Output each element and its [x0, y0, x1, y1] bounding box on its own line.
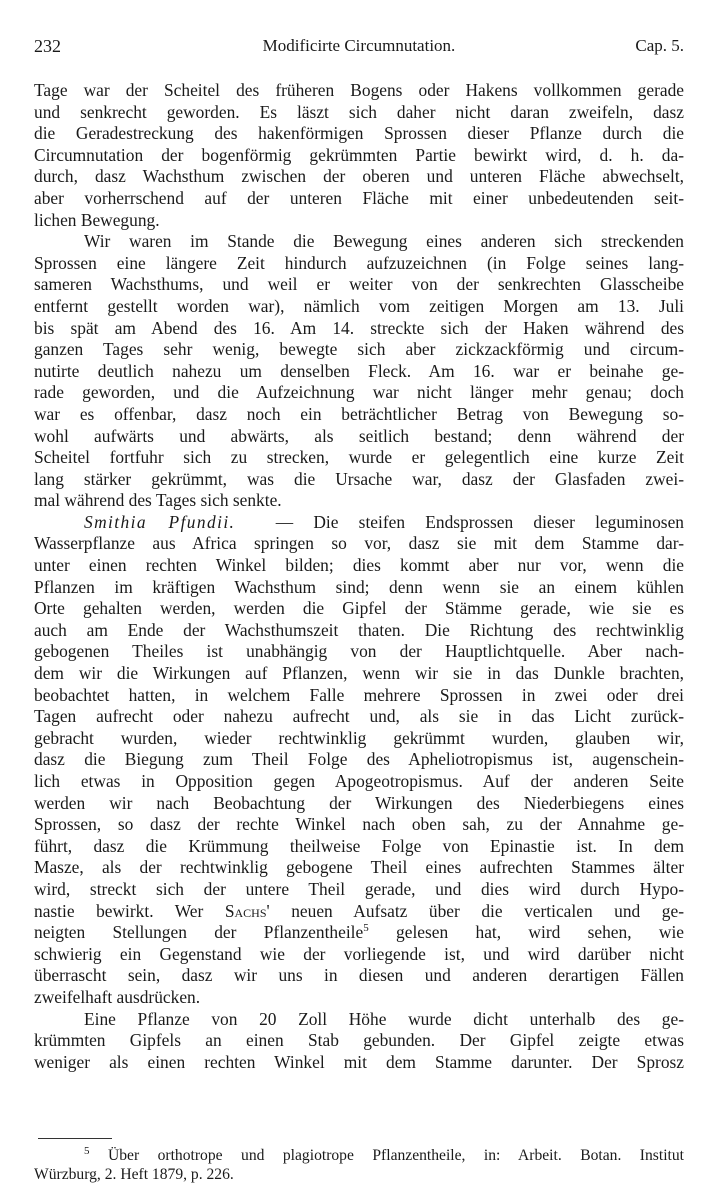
footnote: [34, 1146, 684, 1184]
text-line: gebogenen Theiles ist unabhängig von der Hauptlichtquelle. Aber nach-: [34, 641, 684, 662]
text-line: und senkrecht geworden. Es läszt sich daher nicht daran zweifeln, dasz: [34, 101, 684, 122]
text-line: [34, 922, 684, 944]
text-line: Wasserpflanze aus Africa springen so vor, dasz sie mit dem Stamme dar-: [34, 533, 684, 554]
text-line: dem wir die Wirkungen auf Pflanzen, wenn wir sie in das Dunkle brachten,: [34, 663, 684, 684]
text-line: aber vorherrschend auf der unteren Fläche mit einer unbedeutenden seit-: [34, 187, 684, 208]
text-line: führt, dasz die Krümmung theilweise Folge von Epinastie ist. In dem: [34, 835, 684, 856]
text-line: Orte gehalten werden, werden die Gipfel der Stämme gerade, wie sie es: [34, 598, 684, 619]
author-name: Sachs': [224, 900, 270, 921]
text-line: sameren Wachsthums, und weil er weiter von der senkrechten Glasscheibe: [34, 274, 684, 295]
text-fragment: — Die steifen Endsprossen dieser leguminosen: [275, 511, 684, 532]
species-name: Smithia Pfundii.: [84, 511, 236, 532]
text-line: Wir waren im Stande die Bewegung eines anderen sich streckenden: [84, 231, 684, 252]
text-line: schwierig ein Gegenstand wie der vorliegende ist, und wird darüber nicht: [34, 943, 684, 964]
text-fragment: nastie bewirkt. Wer: [34, 900, 204, 921]
text-line: Sprossen, so dasz der rechte Winkel nach oben sah, zu der Annahme ge-: [34, 814, 684, 835]
page-number: 232: [34, 36, 61, 56]
text-fragment: Über orthotrope und plagiotrope Pflanzentheile, in: Arbeit. Botan. Institut: [107, 1147, 684, 1164]
text-line: durch, dasz Wachsthum zwischen der oberen und unteren Fläche abwechselt,: [34, 166, 684, 187]
text-line: überrascht sein, dasz wir uns in diesen und anderen derartigen Fällen: [34, 965, 684, 986]
text-line: lang stärker gekrümmt, was die Ursache war, dasz der Glasfaden zwei-: [34, 468, 684, 489]
body-text: [34, 80, 684, 1073]
text-line: nutirte deutlich nahezu um denselben Fleck. Am 16. war er beinahe ge-: [34, 360, 684, 381]
text-line: werden wir nach Beobachtung der Wirkungen des Niederbiegens eines: [34, 792, 684, 813]
footnote-line: [34, 1146, 684, 1165]
text-line: bis spät am Abend des 16. Am 14. streckte sich der Haken während des: [34, 317, 684, 338]
text-line: gebracht wurden, wieder rechtwinklig gekrümmt wurden, glauben wir,: [34, 727, 684, 748]
text-line: Tage war der Scheitel des früheren Bogens oder Hakens vollkommen gerade: [34, 80, 684, 100]
text-line: wohl aufwärts und abwärts, als seitlich bestand; denn während der: [34, 425, 684, 446]
text-line: Circumnutation der bogenförmig gekrümmten Partie bewirkt wird, d. h. da-: [34, 144, 684, 165]
text-line: krümmten Gipfels an einen Stab gebunden. Der Gipfel zeigte etwas: [34, 1030, 684, 1051]
text-line: Sprossen eine längere Zeit hindurch aufzuzeichnen (in Folge seines lang-: [34, 252, 684, 273]
running-header: [34, 36, 684, 60]
text-line: Tagen aufrecht oder nahezu aufrecht und, als sie in das Licht zurück-: [34, 706, 684, 727]
text-line: auch am Ende der Wachsthumszeit thaten. Die Richtung des rechtwinklig: [34, 619, 684, 640]
text-line: Pflanzen im kräftigen Wachsthum sind; denn wenn sie an einem kühlen: [34, 576, 684, 597]
text-line: die Geradestreckung des hakenförmigen Sprossen dieser Pflanze durch die: [34, 123, 684, 144]
text-line: [34, 512, 684, 534]
footnote-divider: [38, 1138, 112, 1139]
text-line: entfernt gestellt worden war), nämlich vom zeitigen Morgen am 13. Juli: [34, 295, 684, 316]
text-line: dasz die Biegung zum Theil Folge des Apheliotropismus ist, augenschein-: [34, 749, 684, 770]
text-line: [34, 901, 684, 923]
text-fragment: neuen Aufsatz über die verticalen und ge-: [291, 900, 684, 921]
text-line: lichen Bewegung.: [34, 209, 160, 230]
text-fragment: gelesen hat, wird sehen, wie: [396, 922, 684, 943]
chapter-label: Cap. 5.: [635, 36, 684, 55]
text-line: rade geworden, und die Aufzeichnung war nicht länger mehr genau; doch: [34, 382, 684, 403]
text-line: zweifelhaft ausdrücken.: [34, 986, 201, 1007]
text-line: beobachtet hatten, in welchem Falle mehrere Sprossen in zwei oder drei: [34, 684, 684, 705]
text-line: Eine Pflanze von 20 Zoll Höhe wurde dicht unterhalb des ge-: [84, 1008, 684, 1029]
text-line: Scheitel fortfuhr sich zu strecken, wurde er gelegentlich eine kurze Zeit: [34, 447, 684, 468]
text-fragment: neigten Stellungen der Pflanzentheile: [34, 922, 364, 943]
text-line: weniger als einen rechten Winkel mit dem Stamme darunter. Der Sprosz: [34, 1051, 684, 1072]
footnote-reference: 5: [363, 922, 369, 935]
running-title: Modificirte Circumnutation.: [262, 36, 456, 55]
footnote-line: Würzburg, 2. Heft 1879, p. 226.: [34, 1166, 234, 1183]
text-line: Masze, als der rechtwinklig gebogene Theil eines aufrechten Stammes älter: [34, 857, 684, 878]
text-line: mal während des Tages sich senkte.: [34, 490, 282, 511]
text-line: wird, streckt sich der untere Theil gerade, und dies wird durch Hypo-: [34, 878, 684, 899]
text-line: lich etwas in Opposition gegen Apogeotropismus. Auf der anderen Seite: [34, 771, 684, 791]
text-line: unter einen rechten Winkel bilden; dies kommt aber nur vor, wenn die: [34, 555, 684, 576]
footnote-number: 5: [84, 1146, 90, 1157]
text-line: ganzen Tages sehr wenig, bewegte sich aber zickzackförmig und circum-: [34, 339, 684, 360]
text-line: war es offenbar, dasz noch ein beträchtlicher Betrag von Bewegung so-: [34, 403, 684, 424]
